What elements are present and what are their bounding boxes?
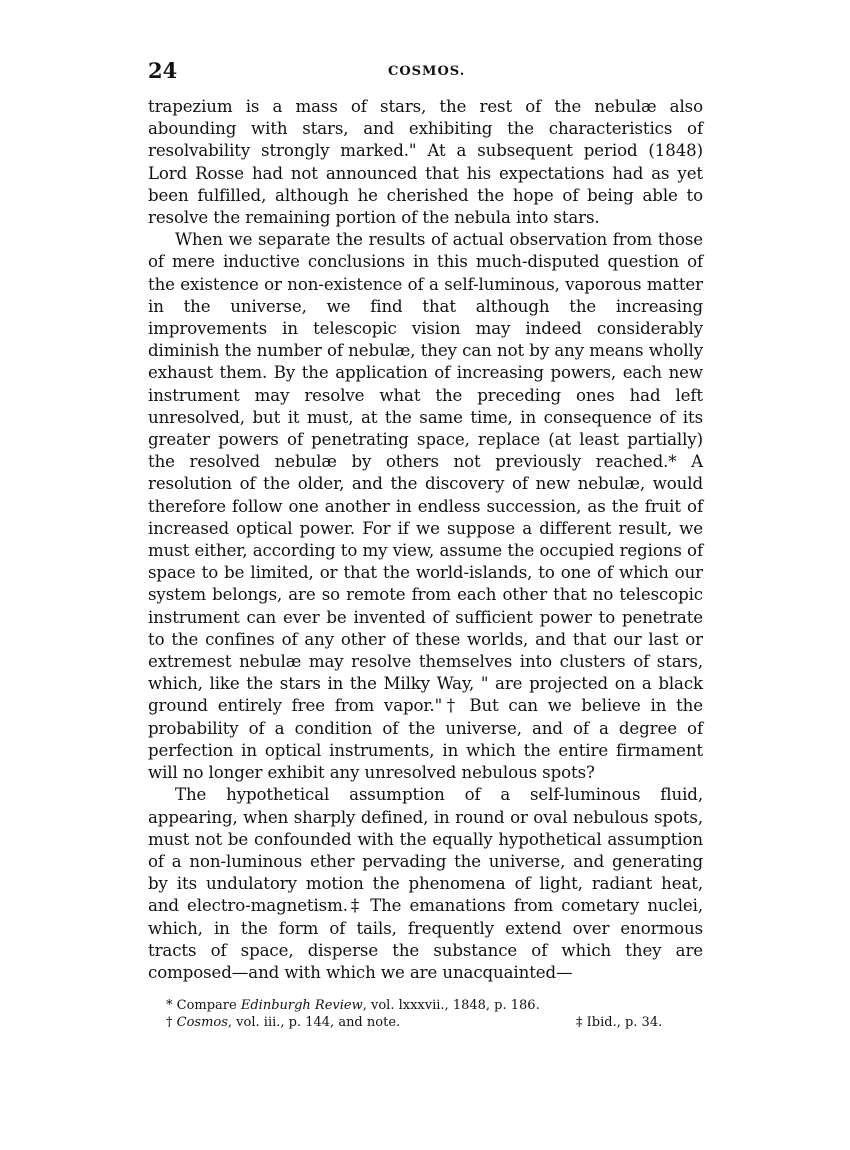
book-page [148,58,703,1118]
page-number: 24 [148,58,178,83]
footnote-2-prefix: † [166,1015,177,1031]
paragraph-hypothetical-fluid: The hypothetical assumption of a self-luminous fluid, appearing, when sharply defined, in round or oval nebulous spots, must not be confounded with the equally hypothetical assumption of a non-luminous ether pervading the universe, and generating by its undulatory motion the phenomena of light, radiant heat, and electro-magnetism.‡ The emanations from cometary nuclei, which, in the form of tails, frequently extend over enormous tracts of space, disperse the substance of which they are composed—and with which we are unacquainted— [148,785,703,982]
footnote-1-rest: , vol. lxxxvii., 1848, p. 186. [362,998,540,1014]
footnote-2-source: Cosmos [176,1015,228,1031]
paragraph-continued: trapezium is a mass of stars, the rest of the nebulæ also abounding with stars, and exhibiting the characteristics of resolvability strongly marked." At a subsequent period (1848) Lord Rosse had not announced that his expectations had as yet been fulfilled, although he cherished the hope of being able to resolve the remaining portion of the nebula into stars. [148,97,703,228]
footnote-3: ‡ Ibid., p. 34. [576,1015,663,1031]
running-title: COSMOS. [388,64,466,79]
footnote-1-prefix: * Compare [166,998,241,1014]
paragraph-nebulae-observation: When we separate the results of actual observation from those of mere inductive conclusions in this much-disputed question of the existence or non-existence of a self-luminous, vaporous matter in the universe, we find that although the increasing improvements in telescopic vision may indeed considerably diminish the number of nebulæ, they can not by any means wholly exhaust them. By the application of increasing powers, each new instrument may resolve what the preceding ones had left unresolved, but it must, at the same time, in consequence of its greater powers of penetrating space, replace (at least partially) the resolved nebulæ by others not previously reached.* A resolution of the older, and the discovery of new nebulæ, would therefore follow one another in endless succession, as the fruit of increased optical power. For if we suppose a different result, we must either, according to my view, assume the occupied regions of space to be limited, or that the world-islands, to one of which our system belongs, are so remote from each other that no telescopic instrument can ever be invented of sufficient power to penetrate to the confines of any other of these worlds, and that our last or extremest nebulæ may resolve themselves into clusters of stars, which, like the stars in the Milky Way, " are projected on a black ground entirely free from vapor."† But can we believe in the probability of a condition of the universe, and of a degree of perfection in optical instruments, in which the entire firmament will no longer exhibit any unresolved nebulous spots? [148,230,703,783]
footnote-1-source: Edinburgh Review [240,998,363,1014]
footnote-1 [166,997,703,1014]
body-text [148,96,703,984]
footnotes [148,997,703,1031]
page-header [148,58,703,92]
footnote-2-rest: , vol. iii., p. 144, and note. [227,1015,401,1031]
footnote-2 [166,1014,703,1031]
